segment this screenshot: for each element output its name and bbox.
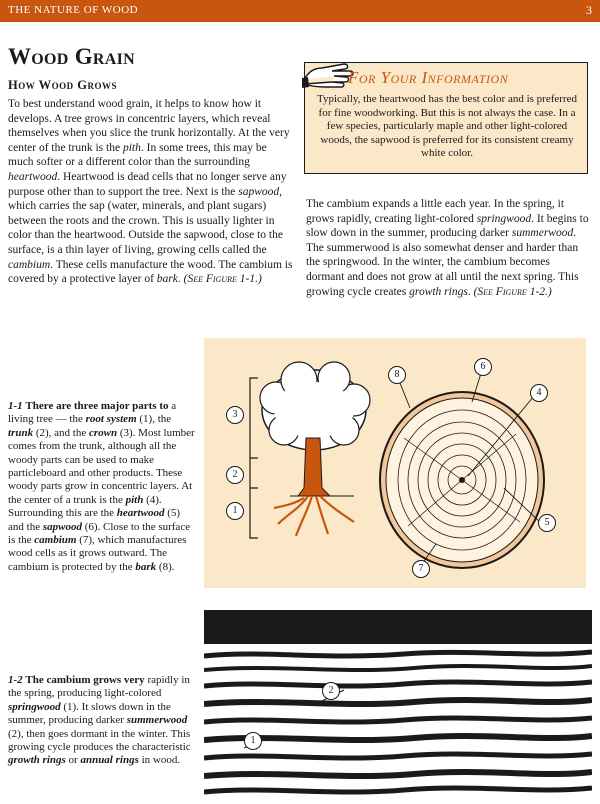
- callout-sapwood: 6: [474, 358, 492, 376]
- callout-pith: 4: [530, 384, 548, 402]
- figure-1-2-caption: 1-2 The cambium grows very rapidly in the spring, producing light-colored springwood (1). It slows down in the summer, producing darker summerwood (2), then goes dormant in the winter. This growing cycle produces the characteristic growth rings or annual rings in wood.: [8, 674, 191, 767]
- callout-springwood: 1: [244, 732, 262, 750]
- trunk-cross-section-drawing: [380, 392, 544, 568]
- tree-roots-drawing: [274, 496, 354, 536]
- callout-bark: 8: [388, 366, 406, 384]
- callout-heartwood: 5: [538, 514, 556, 532]
- figure-reference: (See Figure 1-1.): [183, 273, 262, 286]
- figure-reference: (See Figure 1-2.): [473, 285, 552, 298]
- figure-1-1-caption: 1-1 There are three major parts to a living tree — the root system (1), the trunk (2), and the crown (3). Most lumber comes from the trunk, although all the woody parts can be used to make particleboard and other products. These woody parts grow in concentric layers. At the center of a trunk is the pith (4). Surrounding this are the heartwood (5) and the sapwood (6). Close to the surface is the cambium (7), which manufactures wood cells as it grows outward. The cambium is protected by the bark (8).: [8, 400, 195, 573]
- section-subtitle: How Wood Grows: [8, 78, 117, 92]
- callout-summerwood: 2: [322, 682, 340, 700]
- callout-crown: 3: [226, 406, 244, 424]
- body-paragraph-right: The cambium expands a little each year. In the spring, it grows rapidly, creating light-colored springwood. It begins to slow down in the summer, producing darker summerwood. The summerwood is also somewhat denser and harder than the springwood. In the winter, the cambium becomes dormant and does not grow at all until the next spring. This growing cycle creates growth rings. (See Figure 1-2.): [306, 198, 589, 298]
- callout-trunk: 2: [226, 466, 244, 484]
- section-title: Wood Grain: [8, 44, 135, 69]
- tree-crown-drawing: [260, 362, 370, 450]
- page-header: [0, 0, 600, 22]
- callout-cambium: 7: [412, 560, 430, 578]
- callout-root-system: 1: [226, 502, 244, 520]
- figure-1-1-panel: [204, 338, 586, 588]
- growth-rings-illustration: [204, 610, 592, 796]
- running-title: THE NATURE OF WOOD: [8, 4, 139, 16]
- figure-1-2-panel: [204, 610, 592, 796]
- page-number: 3: [586, 3, 592, 17]
- fyi-heading: For Your Information: [348, 68, 509, 87]
- body-paragraph-left: To best understand wood grain, it helps to know how it develops. A tree grows in concentric layers, which reveal themselves when you slice the trunk horizontally. At the very center of the trunk is the pith. In some trees, this may be much softer or a different color than the surrounding heartwood. Heartwood is dead cells that no longer serve any purpose other than to support the tree. Next is the sapwood, which carries the sap (water, minerals, and plant sugars) between the roots and the crown. This is usually lighter in color than the heartwood. Outside the sapwood, close to the surface, is a thin layer of living, growing cells called the cambium. These cells manufacture the wood. The cambium is covered by a protective layer of bark. (See Figure 1-1.): [8, 98, 293, 286]
- fyi-text: Typically, the heartwood has the best color and is preferred for fine woodworking. But this is not always the case. In a few species, particularly maple and other light-colored woods, the sapwood is preferred for its consistent creamy white color.: [317, 93, 577, 160]
- tree-parts-bracket: [250, 378, 258, 538]
